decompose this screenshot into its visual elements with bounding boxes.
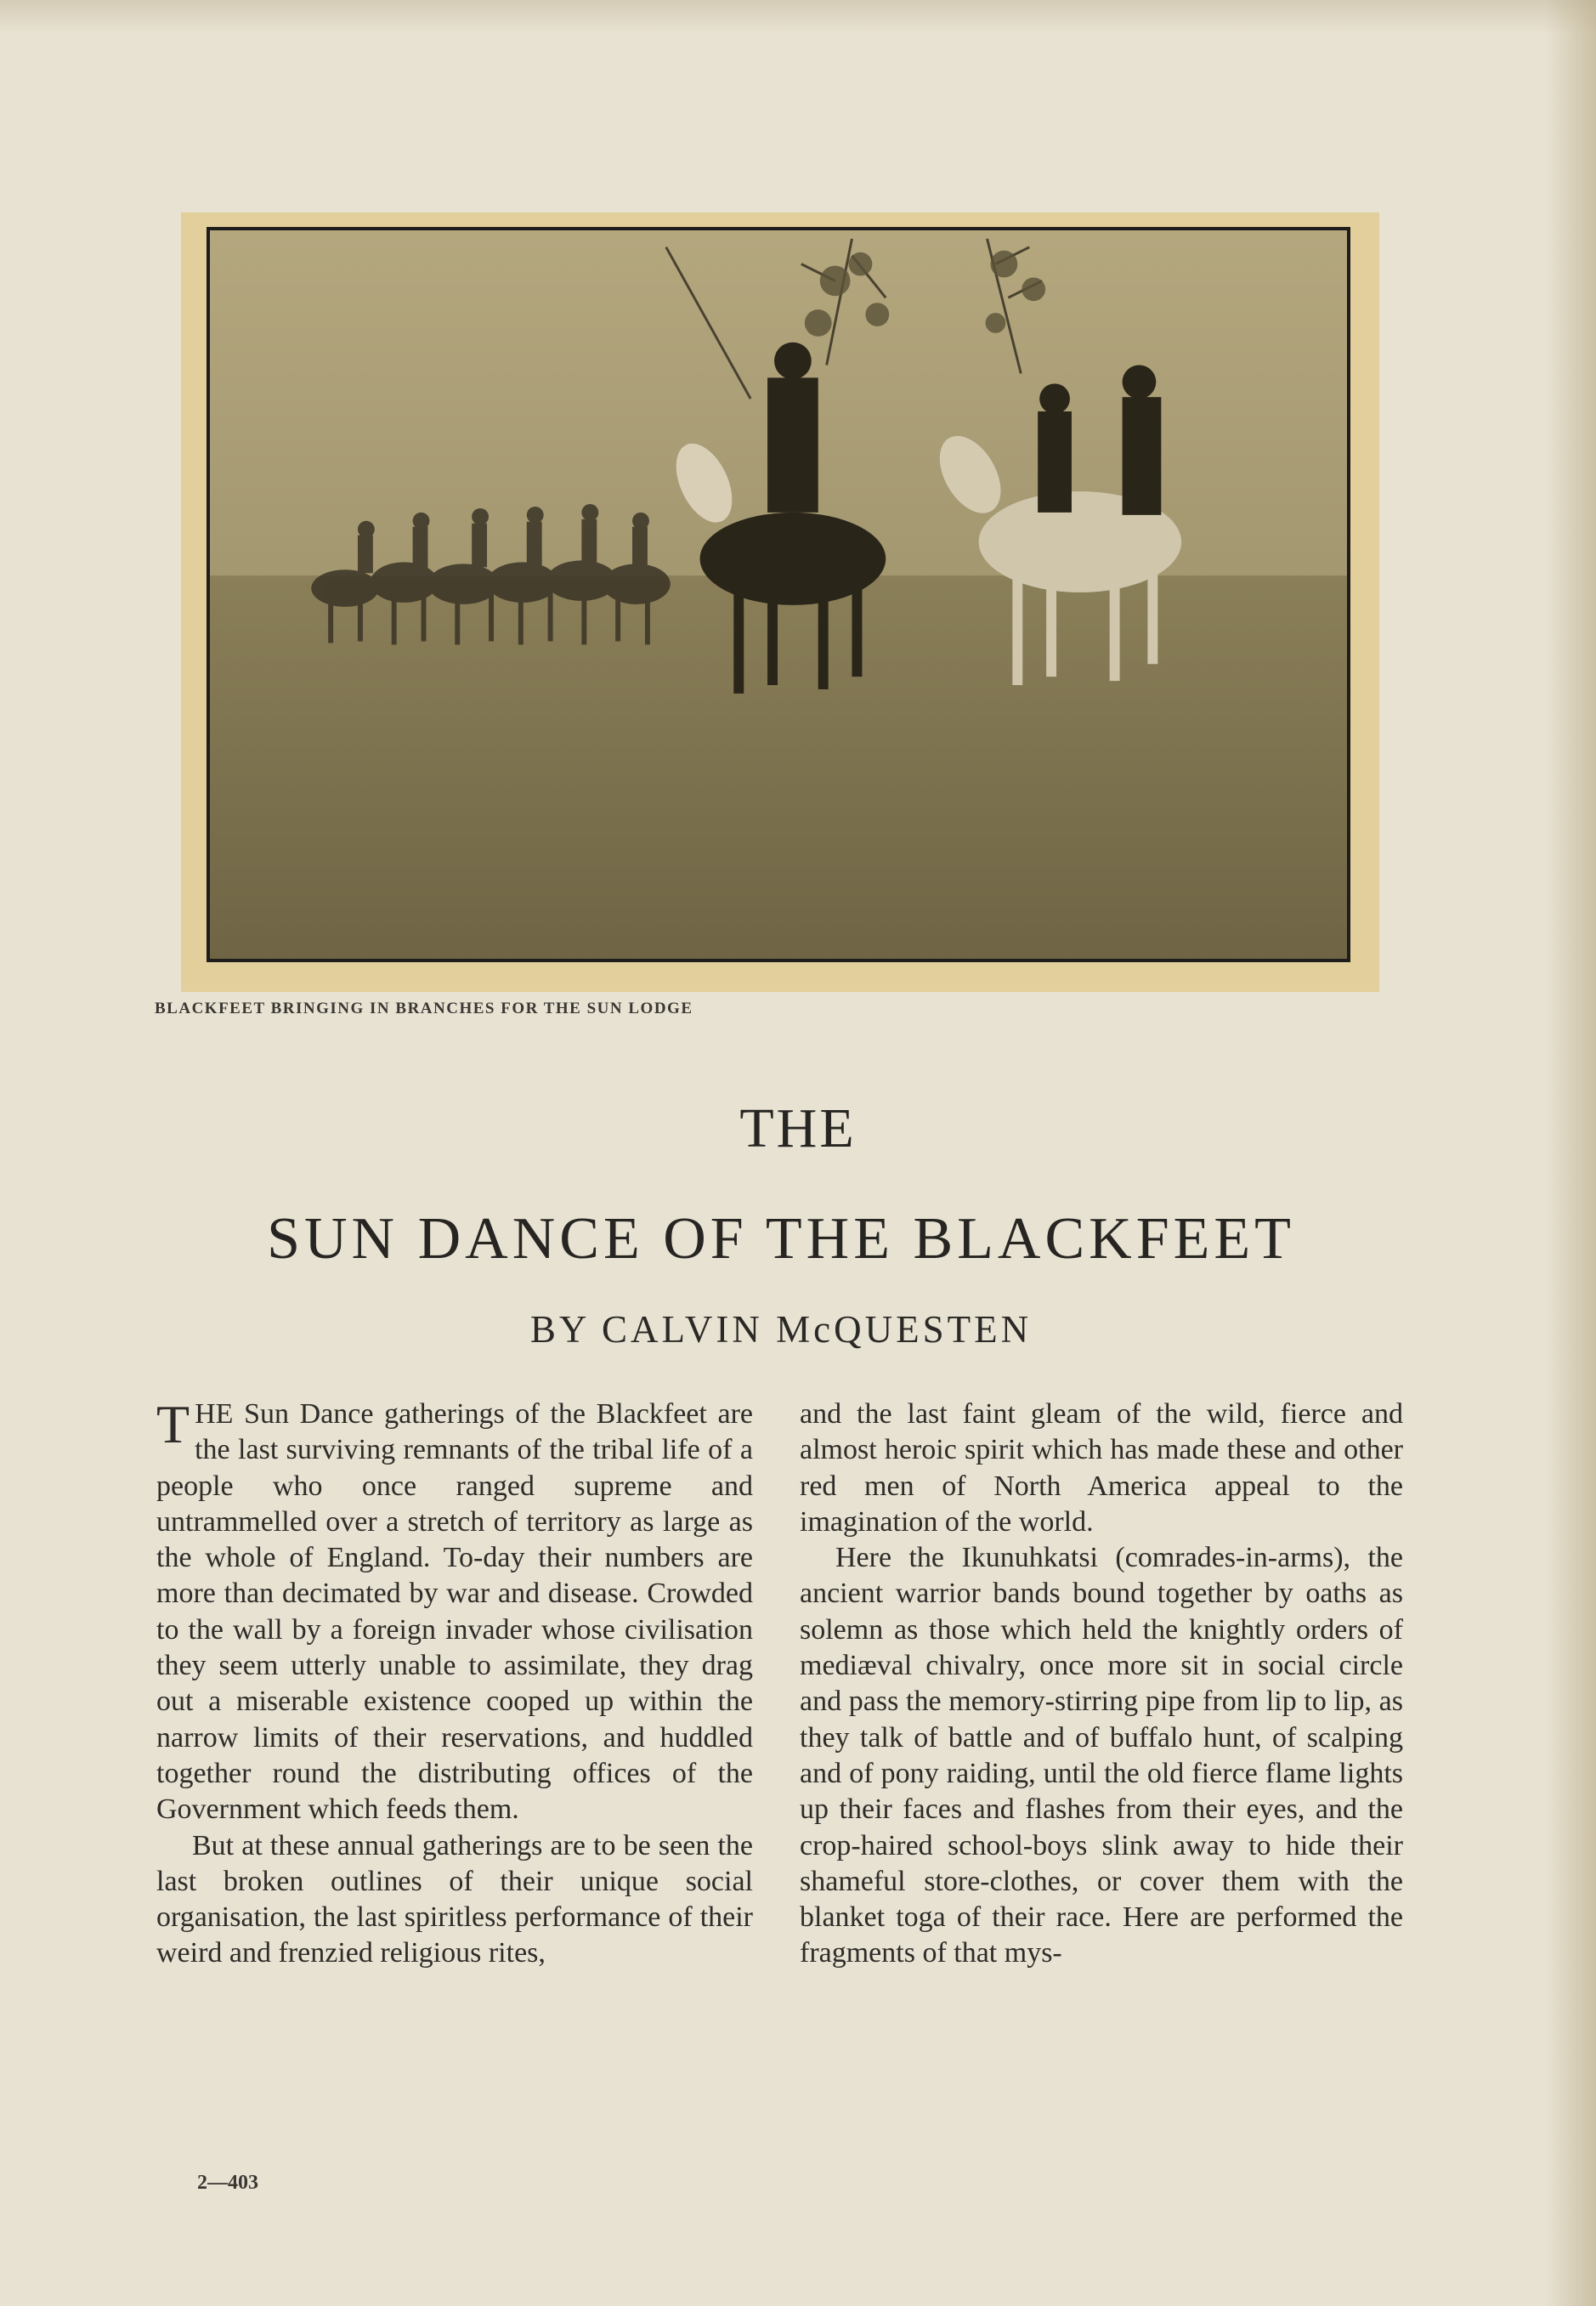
photograph-horsemen xyxy=(207,227,1350,962)
article-column-right xyxy=(800,1397,1403,1972)
paragraph: and the last faint gleam of the wild, fierce and almost heroic spirit which has made these and other red men of North America appeal to the imagination of the world. xyxy=(800,1398,1403,1538)
paragraph xyxy=(156,1394,753,1828)
article-title-line1: THE xyxy=(739,1097,857,1159)
article-byline: BY CALVIN McQUESTEN xyxy=(529,1308,1033,1351)
drop-cap: T xyxy=(156,1394,190,1454)
photo-plate xyxy=(181,212,1379,992)
paragraph: But at these annual gatherings are to be seen the last broken outlines of their unique social organisation, the last spiritless performance of their weird and frenzied religious rites, xyxy=(156,1829,753,1969)
photo-illustration xyxy=(210,230,1347,959)
page-folio: 2—403 xyxy=(197,2172,258,2194)
paragraph-text: HE Sun Dance gatherings of the Blackfeet are the last surviving remnants of the tribal life of a people who once ranged supreme and untrammelled over a stretch of territory as large as the whole of England. To-day their numbers are more than decimated by war and disease. Crowded to the wall by a foreign invader whose civilisation they seem utterly unable to assimilate, they drag out a miserable existence cooped up within the narrow limits of their reservations, and huddled together round the distributing offices of the Government which feeds them. xyxy=(156,1398,753,1826)
paragraph: Here the Ikunuhkatsi (comrades-in-arms), the ancient warrior bands bound together by oaths as solemn as those which held the knightly orders of mediæval chivalry, once more sit in social circle and pass the memory-stirring pipe from lip to lip, as they talk of battle and of buffalo hunt, of scalping and of pony raiding, until the old fierce flame lights up their faces and flashes from their eyes, and the crop-haired school-boys slink away to hide their shameful store-clothes, or cover them with the blanket toga of their race. Here are performed the fragments of that mys- xyxy=(800,1542,1403,1969)
photo-caption: BLACKFEET BRINGING IN BRANCHES FOR THE SUN LODGE xyxy=(155,1000,693,1017)
article-title-line2: SUN DANCE OF THE BLACKFEET xyxy=(267,1206,1295,1272)
article-column-left xyxy=(156,1394,753,1972)
page-edge-shadow-top xyxy=(0,0,1596,34)
